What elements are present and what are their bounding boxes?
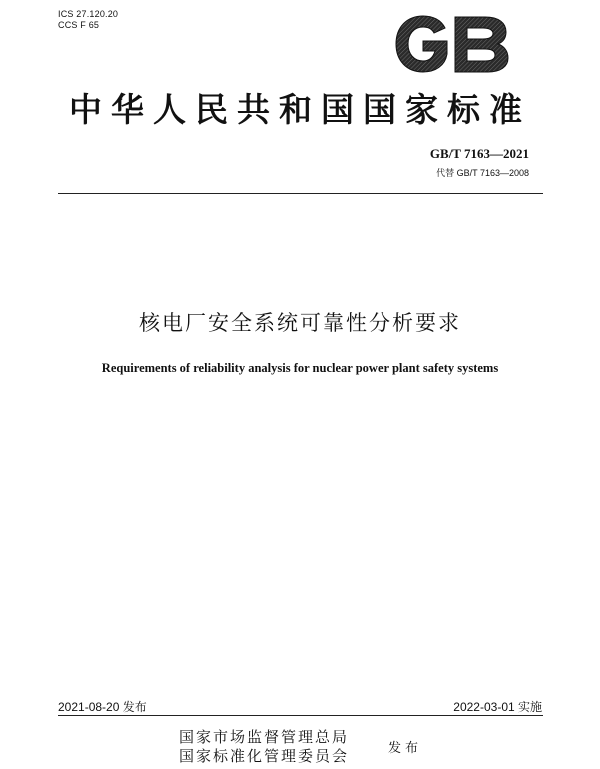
national-standard-title: 中华人民共和国国家标准 xyxy=(69,90,531,129)
implementation-date: 2022-03-01 实施 xyxy=(453,700,542,714)
top-divider xyxy=(58,193,543,194)
issuer-sac: 国家标准化管理委员会 xyxy=(179,747,350,765)
gb-logo-graphic xyxy=(393,14,511,74)
ccs-code: CCS F 65 xyxy=(58,20,100,30)
issue-date: 2021-08-20 发布 xyxy=(58,700,147,714)
issuer-samr: 国家市场监督管理总局 xyxy=(179,728,350,746)
bottom-divider xyxy=(58,715,543,716)
document-title-chinese: 核电厂安全系统可靠性分析要求 xyxy=(139,311,461,335)
issuing-authorities xyxy=(179,728,379,766)
ics-code: ICS 27.120.20 xyxy=(58,9,119,19)
classification-block xyxy=(58,9,118,31)
replaces-standard: 代替 GB/T 7163—2008 xyxy=(436,168,529,178)
standard-number: GB/T 7163—2021 xyxy=(429,146,529,161)
gb-logo xyxy=(393,14,511,74)
issued-label: 发布 xyxy=(388,741,423,756)
document-title-english: Requirements of reliability analysis for nuclear power plant safety systems xyxy=(101,361,499,375)
